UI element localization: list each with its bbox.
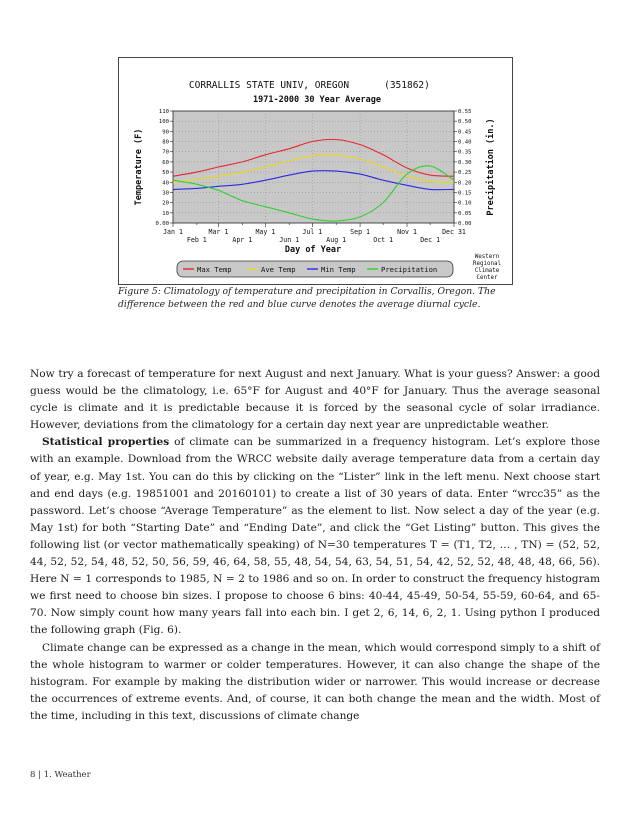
- footer-separator: |: [38, 770, 41, 780]
- y-right-tick-label: 0.05: [458, 210, 472, 217]
- wrcc-source-label: [473, 254, 501, 281]
- y-right-tick-label: 0.55: [458, 109, 472, 115]
- y-axis-left-label: Temperature (F): [134, 128, 144, 206]
- y-right-tick-label: 0.20: [458, 180, 472, 187]
- page-footer: [30, 770, 91, 780]
- y-left-tick-label: 110: [158, 109, 169, 115]
- climatology-figure: [118, 57, 513, 285]
- x-tick-label: Sep 1: [350, 228, 371, 236]
- y-left-tick-label: 70: [162, 149, 169, 156]
- source-line-2: Regional: [473, 261, 501, 267]
- y-right-tick-label: 0.40: [458, 139, 472, 146]
- x-tick-label: Nov 1: [397, 228, 417, 236]
- plot-area: [173, 111, 454, 223]
- x-tick-label: Oct 1: [373, 236, 394, 244]
- source-line-1: Western: [474, 254, 500, 260]
- x-tick-label: May 1: [255, 228, 276, 236]
- y-right-tick-label: 0.00: [458, 221, 472, 227]
- page-number: 8: [30, 770, 36, 780]
- x-tick-label: Aug 1: [326, 236, 347, 244]
- y-right-tick-label: 0.50: [458, 119, 472, 126]
- y-left-tick-label: 0.00: [155, 221, 169, 227]
- climatology-chart: [119, 58, 512, 284]
- y-right-tick-label: 0.10: [458, 200, 472, 207]
- y-left-tick-label: 10: [162, 210, 169, 217]
- x-tick-label: Dec 1: [420, 236, 441, 244]
- paragraph-3: [30, 640, 600, 725]
- x-tick-label: Apr 1: [232, 236, 253, 244]
- y-left-tick-labels: [156, 109, 169, 227]
- y-right-tick-label: 0.35: [458, 149, 472, 156]
- y-left-tick-label: 100: [158, 119, 169, 126]
- paragraph-2-bold: Statistical properties: [42, 436, 170, 449]
- y-right-tick-label: 0.45: [458, 129, 472, 136]
- chart-subtitle: 1971-2000 30 Year Average: [253, 95, 381, 105]
- body-text: [30, 366, 600, 725]
- x-tick-label: Dec 31: [442, 228, 466, 236]
- y-left-tick-label: 50: [162, 170, 169, 177]
- x-tick-label: Jun 1: [279, 236, 300, 244]
- legend-label: Ave Temp: [261, 265, 296, 274]
- paragraph-3-text: Climate change can be expressed as a change in the mean, which would correspond simply to a shift of the whole histogram to warmer or colder temperatures. However, it can also change the shape of the histogram. For example by making the distribution wider or narrower. This would increase or decrease the occurrences of extreme events. And, of course, it can both change the mean and the width. Most of the time, including in this text, discussions of climate change: [30, 641, 600, 722]
- paragraph-1: [30, 366, 600, 434]
- x-tick-label: Jul 1: [302, 228, 323, 236]
- paragraph-1-text: Now try a forecast of temperature for next August and next January. What is your guess? Answer: a good guess would be the climatology, i.e. 65°F for August and 40°F for January. Thus the average seasonal cycle is climate and it is predictable because it is forced by the seasonal cycle of solar irradiance. However, deviations from the climatology for a certain day next year are unpredictable weather.: [30, 368, 600, 432]
- paragraph-2-text: of climate can be summarized in a frequency histogram. Let’s explore those with an example. Download from the WRCC website daily average temperature data from a certain day of year, e.g. May 1st. You can do this by clicking on the “Lister” link in the left menu. Next choose start and end days (e.g. 19851001 and 20160101) to create a list of 30 years of data. Enter “wrcc35” as the password. Let’s choose “Average Temperature” as the element to list. Now select a day of the year (e.g. May 1st) for both “Starting Date” and “Ending Date”, and click the “Get Listing” button. This gives the following list (or vector mathematically speaking) of N=30 temperatures T = (T1, T2, … , TN) = (52, 52, 44, 52, 52, 54, 48, 52, 50, 56, 59, 46, 64, 58, 55, 48, 54, 54, 63, 54, 51, 54, 42, 52, 52, 48, 48, 48, 66, 56). Here N = 1 corresponds to 1985, N = 2 to 1986 and so on. In order to construct the frequency histogram we first need to choose bin sizes. I propose to choose 6 bins: 40-44, 45-49, 50-54, 55-59, 60-64, and 65-70. Now simply count how many years fall into each bin. I get 2, 6, 14, 6, 2, 1. Using python I produced the following graph (Fig. 6).: [30, 436, 600, 637]
- x-tick-label: Jan 1: [163, 228, 183, 236]
- x-tick-labels-row1: [163, 228, 466, 236]
- chart-title: CORRALLIS STATE UNIV, OREGON: [188, 80, 350, 91]
- legend-label: Precipitation: [381, 265, 438, 274]
- x-axis-label: Day of Year: [284, 245, 342, 255]
- chapter-title: 1. Weather: [43, 770, 91, 780]
- y-right-tick-label: 0.30: [458, 159, 472, 166]
- source-line-3: Climate: [474, 268, 500, 274]
- legend-label: Max Temp: [197, 265, 232, 274]
- y-left-tick-label: 20: [162, 200, 169, 207]
- y-axis-right-label: Precipitation (in.): [486, 118, 496, 216]
- y-right-tick-label: 0.25: [458, 170, 472, 177]
- paragraph-2: [30, 434, 600, 639]
- source-line-4: Center: [476, 275, 498, 281]
- y-left-tick-label: 60: [162, 159, 169, 166]
- x-tick-labels-row2: [187, 236, 440, 244]
- legend-label: Min Temp: [321, 265, 356, 274]
- y-left-tick-label: 40: [162, 180, 169, 187]
- chart-station-id: (351862): [384, 80, 430, 91]
- y-left-tick-label: 90: [162, 129, 169, 136]
- y-right-tick-label: 0.15: [458, 190, 472, 197]
- y-left-tick-label: 80: [162, 139, 169, 146]
- x-tick-label: Mar 1: [208, 228, 229, 236]
- y-left-tick-label: 30: [162, 190, 169, 197]
- x-tick-label: Feb 1: [186, 236, 207, 244]
- figure-caption: Figure 5: Climatology of temperature and precipitation in Corvallis, Oregon. The difference between the red and blue curve denotes the average diurnal cycle.: [118, 286, 496, 310]
- y-right-tick-labels: [458, 109, 471, 227]
